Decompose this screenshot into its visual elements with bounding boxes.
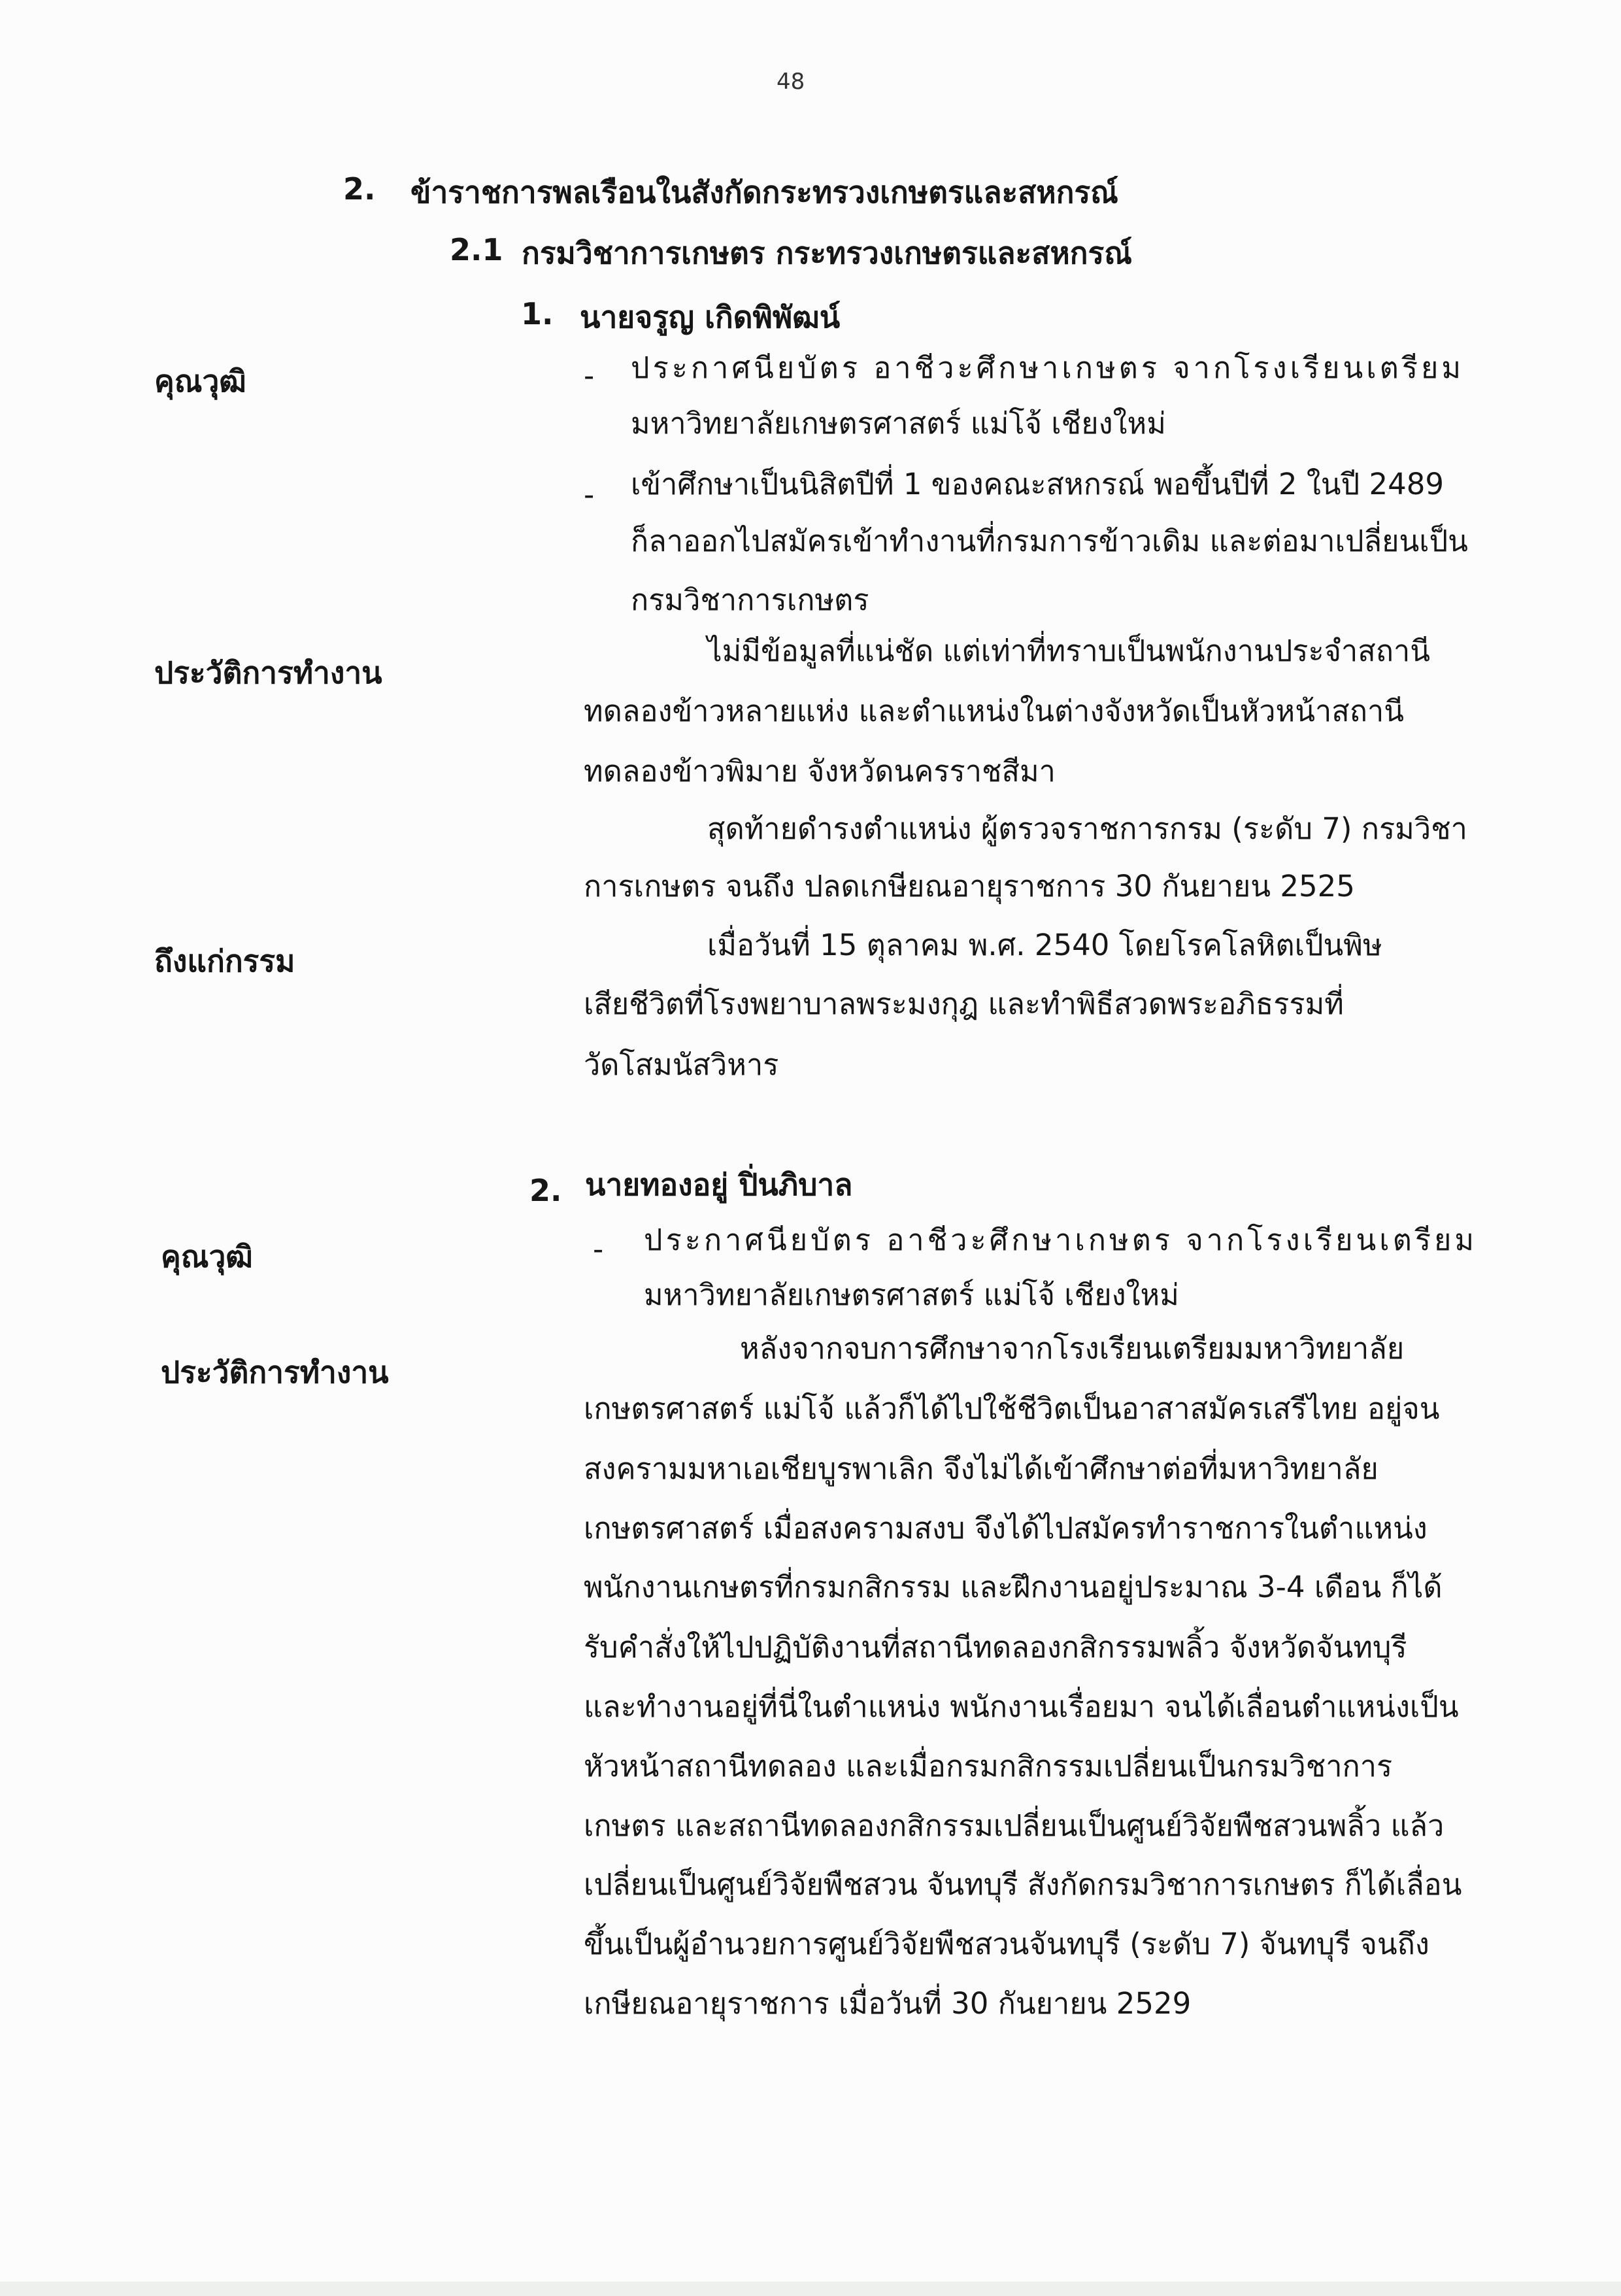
page-number: 48 <box>777 69 805 95</box>
person-1-qual-2-line-2: ก็ลาออกไปสมัครเข้าทำงานที่กรมการข้าวเดิม และต่อมาเปลี่ยนเป็น <box>631 524 1468 558</box>
person-1-work-label: ประวัติการทำงาน <box>154 655 382 690</box>
person-1-qualification-label: คุณวุฒิ <box>154 363 246 399</box>
person-1-work-line: ทดลองข้าวหลายแห่ง และตำแหน่งในต่างจังหวัดเป็นหัวหน้าสถานี <box>584 694 1404 728</box>
person-2-qual-1-line-2: มหาวิทยาลัยเกษตรศาสตร์ แม่โจ้ เชียงใหม่ <box>644 1277 1179 1312</box>
person-2-work-line: พนักงานเกษตรที่กรมกสิกรรม และฝึกงานอยู่ประมาณ 3-4 เดือน ก็ได้ <box>584 1570 1443 1604</box>
person-2-qualification-label: คุณวุฒิ <box>161 1239 253 1274</box>
person-2-work-line: เปลี่ยนเป็นศูนย์วิจัยพืชสวน จันทบุรี สังกัดกรมวิชาการเกษตร ก็ได้เลื่อน <box>584 1867 1462 1902</box>
person-1-name: นายจรูญ เกิดพิพัฒน์ <box>580 299 841 335</box>
person-2-work-line: ขึ้นเป็นผู้อำนวยการศูนย์วิจัยพืชสวนจันทบุรี (ระดับ 7) จันทบุรี จนถึง <box>584 1927 1429 1961</box>
person-2-work-line: หัวหน้าสถานีทดลอง และเมื่อกรมกสิกรรมเปลี่ยนเป็นกรมวิชาการ <box>584 1749 1393 1783</box>
person-1-qual-2-line-1: เข้าศึกษาเป็นนิสิตปีที่ 1 ของคณะสหกรณ์ พอขึ้นปีที่ 2 ในปี 2489 <box>631 467 1444 501</box>
subsection-title: กรมวิชาการเกษตร กระทรวงเกษตรและสหกรณ์ <box>522 235 1132 271</box>
person-2-work-line: รับคำสั่งให้ไปปฏิบัติงานที่สถานีทดลองกสิกรรมพลิ้ว จังหวัดจันทบุรี <box>584 1630 1407 1664</box>
person-2-work-line: หลังจากจบการศึกษาจากโรงเรียนเตรียมมหาวิทยาลัย <box>740 1331 1405 1366</box>
person-1-death-line: วัดโสมนัสวิหาร <box>584 1047 779 1082</box>
person-2-qual-1-line-1: ประกาศนียบัตร อาชีวะศึกษาเกษตร จากโรงเรียนเตรียม <box>644 1223 1478 1257</box>
person-1-death-label: ถึงแก่กรรม <box>154 943 295 979</box>
person-1-work-line: ทดลองข้าวพิมาย จังหวัดนครราชสีมา <box>584 754 1056 788</box>
person-1-work-line: ไม่มีข้อมูลที่แน่ชัด แต่เท่าที่ทราบเป็นพนักงานประจำสถานี <box>707 633 1431 668</box>
person-2-work-line: เกษตรศาสตร์ แม่โจ้ แล้วก็ได้ไปใช้ชีวิตเป็นอาสาสมัครเสรีไทย อยู่จน <box>584 1391 1440 1426</box>
section-title: ข้าราชการพลเรือนในสังกัดกระทรวงเกษตรและสหกรณ์ <box>410 175 1118 210</box>
person-1-qual-2-line-3: กรมวิชาการเกษตร <box>631 582 869 617</box>
person-1-death-line: เมื่อวันที่ 15 ตุลาคม พ.ศ. 2540 โดยโรคโลหิตเป็นพิษ <box>707 928 1382 962</box>
person-2-name: นายทองอยู่ ปิ่นภิบาล <box>585 1167 853 1202</box>
person-2-work-line: เกษียณอายุราชการ เมื่อวันที่ 30 กันยายน 2529 <box>584 1986 1192 2021</box>
person-1-work-line: สุดท้ายดำรงตำแหน่ง ผู้ตรวจราชการกรม (ระดับ 7) กรมวิชา <box>707 811 1467 846</box>
scan-edge <box>0 2282 1621 2296</box>
person-1-qual-1-line-1: ประกาศนียบัตร อาชีวะศึกษาเกษตร จากโรงเรียนเตรียม <box>631 350 1465 385</box>
subsection-number: 2.1 <box>450 232 503 267</box>
person-2-number: 2. <box>529 1173 562 1208</box>
person-2-work-line: เกษตร และสถานีทดลองกสิกรรมเปลี่ยนเป็นศูนย์วิจัยพืชสวนพลิ้ว แล้ว <box>584 1808 1445 1843</box>
person-2-work-line: และทำงานอยู่ที่นี่ในตำแหน่ง พนักงานเรื่อยมา จนได้เลื่อนตำแหน่งเป็น <box>584 1689 1459 1724</box>
person-1-death-line: เสียชีวิตที่โรงพยาบาลพระมงกุฎ และทำพิธีสวดพระอภิธรรมที่ <box>584 987 1344 1021</box>
section-number: 2. <box>343 171 376 207</box>
person-2-work-label: ประวัติการทำงาน <box>161 1355 389 1390</box>
bullet-dash: - <box>584 358 595 393</box>
bullet-dash: - <box>584 477 595 512</box>
person-2-work-line: สงครามมหาเอเชียบูรพาเลิก จึงไม่ได้เข้าศึกษาต่อที่มหาวิทยาลัย <box>584 1451 1379 1486</box>
person-1-work-line: การเกษตร จนถึง ปลดเกษียณอายุราชการ 30 กันยายน 2525 <box>584 869 1355 903</box>
person-1-number: 1. <box>521 296 554 331</box>
person-2-work-line: เกษตรศาสตร์ เมื่อสงครามสงบ จึงได้ไปสมัครทำราชการในตำแหน่ง <box>584 1511 1428 1545</box>
bullet-dash: - <box>593 1232 604 1266</box>
person-1-qual-1-line-2: มหาวิทยาลัยเกษตรศาสตร์ แม่โจ้ เชียงใหม่ <box>631 406 1166 441</box>
